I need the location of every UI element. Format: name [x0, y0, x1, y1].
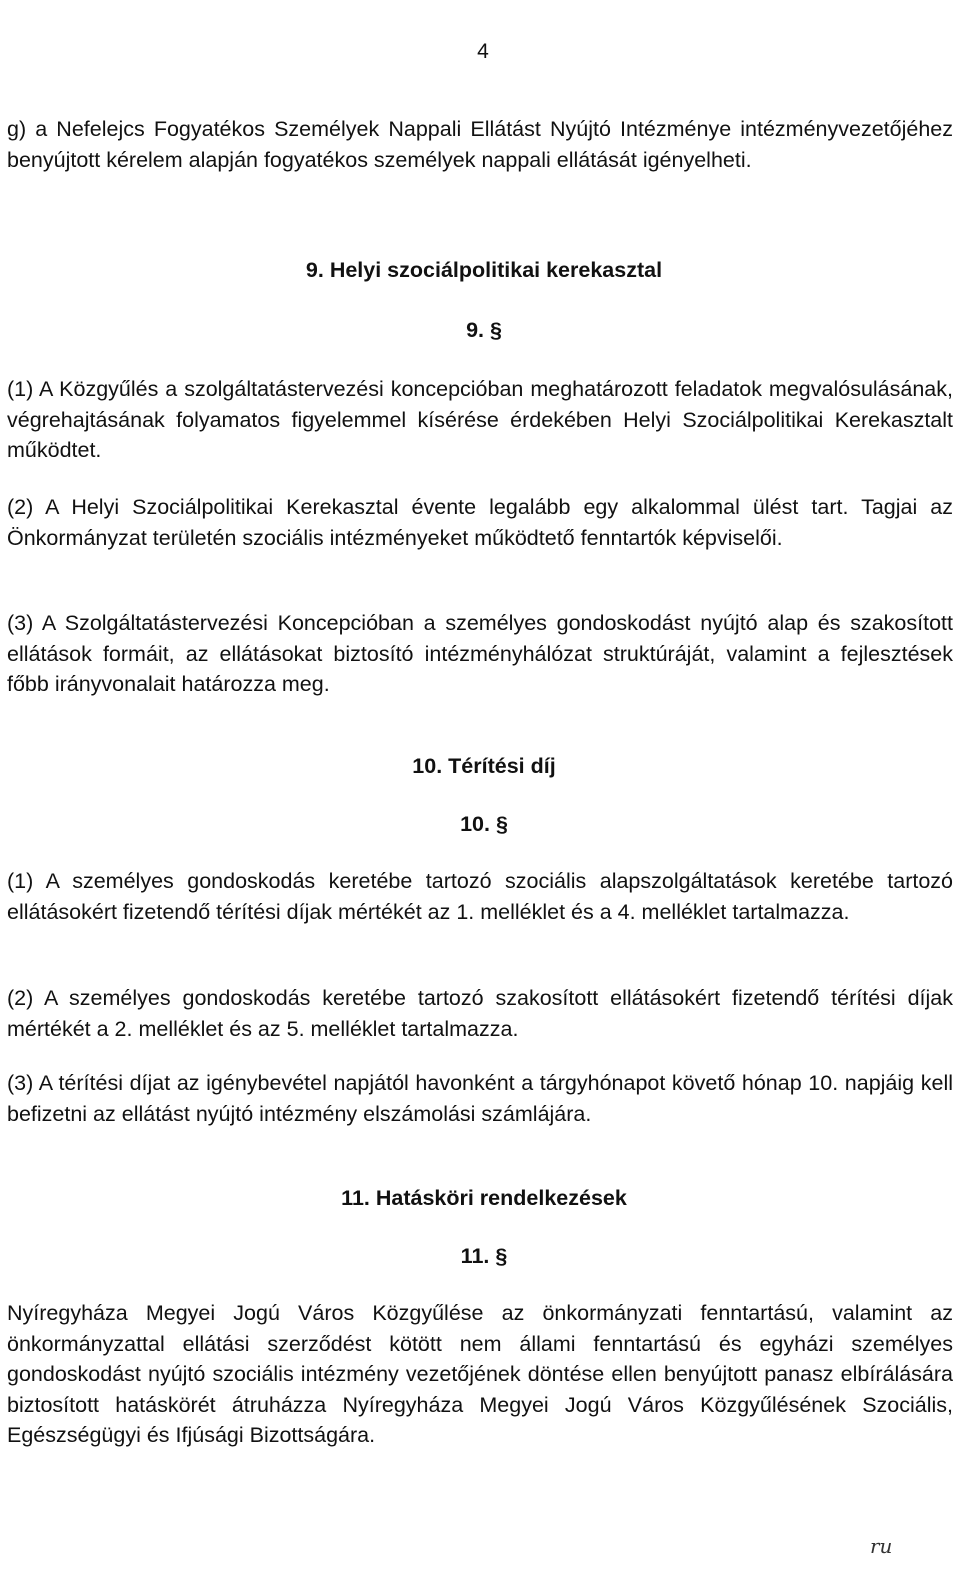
section-11-mark: 11. §: [460, 1244, 508, 1268]
handwritten-initials: ru: [870, 1534, 893, 1558]
section-10-paragraph-3: (3) A térítési díjat az igénybevétel napjától havonként a tárgyhónapot követő hónap 10. napjáig kell befizetni az ellátást nyújtó intézmény elszámolási számlájára.: [7, 1071, 953, 1126]
chapter-11-title: 11. Hatásköri rendelkezések: [341, 1186, 627, 1210]
section-10-paragraph-1: (1) A személyes gondoskodás keretébe tartozó szociális alapszolgáltatások keretébe tartozó ellátásokért fizetendő térítési díjak mértékét az 1. melléklet és a 4. melléklet tartalmazza.: [7, 869, 953, 924]
section-9-paragraph-3: (3) A Szolgáltatástervezési Koncepcióban a személyes gondoskodást nyújtó alap és szakosított ellátások formáit, az ellátásokat biztosító intézményhálózat struktúráját, valamint a fejlesztések főbb irányvonalait határozza meg.: [7, 611, 953, 696]
section-9-paragraph-2: (2) A Helyi Szociálpolitikai Kerekasztal évente legalább egy alkalommal ülést tart. Tagjai az Önkormányzat területén szociális intézményeket működtető fenntartók képviselői.: [7, 495, 953, 550]
chapter-10-title: 10. Térítési díj: [412, 754, 556, 778]
item-g-paragraph: g) a Nefelejcs Fogyatékos Személyek Nappali Ellátást Nyújtó Intézménye intézményvezetőjéhez benyújtott kérelem alapján fogyatékos személyek nappali ellátását igényelheti.: [7, 117, 953, 172]
section-10-mark: 10. §: [460, 812, 508, 836]
page-number: 4: [477, 40, 489, 63]
section-9-paragraph-1: (1) A Közgyűlés a szolgáltatástervezési koncepcióban meghatározott feladatok megvalósulásának, végrehajtásának folyamatos figyelemmel kísérése érdekében Helyi Szociálpolitikai Kerekasztalt működtet.: [7, 377, 953, 462]
section-9-mark: 9. §: [466, 318, 502, 342]
chapter-9-title: 9. Helyi szociálpolitikai kerekasztal: [305, 258, 663, 282]
section-10-paragraph-2: (2) A személyes gondoskodás keretébe tartozó szakosított ellátásokért fizetendő térítési díjak mértékét a 2. melléklet és az 5. melléklet tartalmazza.: [7, 986, 953, 1041]
section-11-paragraph-1: Nyíregyháza Megyei Jogú Város Közgyűlése az önkormányzati fenntartású, valamint az önkormányzattal ellátási szerződést kötött nem állami fenntartású és egyházi személyes gondoskodást nyújtó szociális intézmény vezetőjének döntése ellen benyújtott panasz elbírálására biztosított hatáskörét átruházza Nyíregyháza Megyei Jogú Város Közgyűlésének Szociális, Egészségügyi és Ifjúsági Bizottságára.: [7, 1301, 953, 1447]
